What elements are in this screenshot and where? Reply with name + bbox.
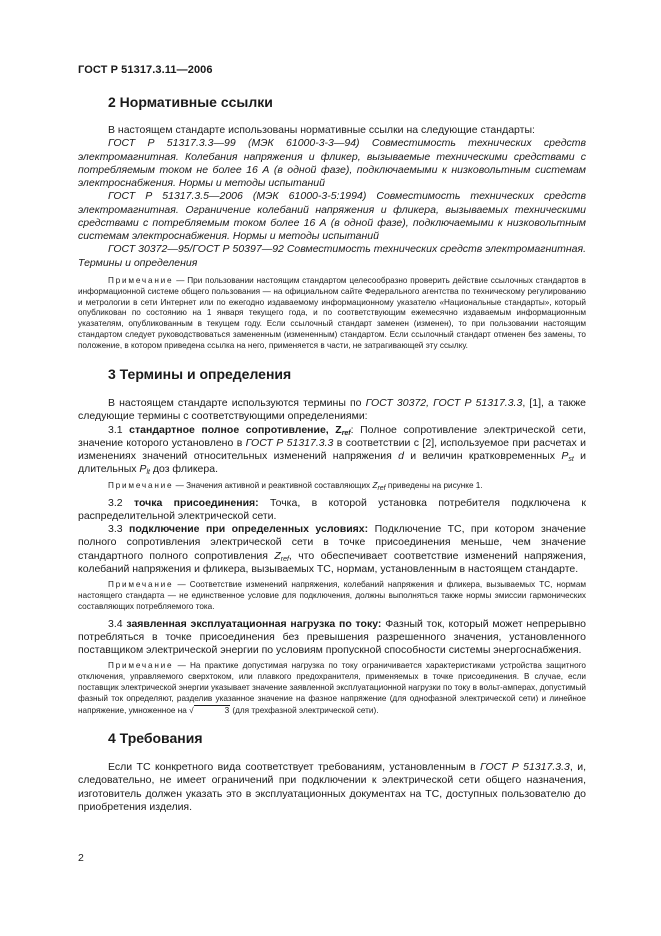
term-3-3	[78, 523, 586, 576]
reference-1	[78, 137, 586, 190]
intro-text: В настоящем стандарте используются термины по	[108, 397, 366, 410]
note-label: Примечание	[108, 480, 174, 490]
symbol-z: Z	[372, 480, 378, 490]
document-header: ГОСТ Р 51317.3.11—2006	[78, 64, 213, 76]
note-label: Примечание	[108, 661, 174, 671]
page-number: 2	[78, 852, 84, 864]
term-number: 3.4	[108, 617, 127, 630]
term-3-4	[78, 618, 586, 658]
intro-text-end: , [1], а также следующие термины с соответствующими определениями:	[78, 397, 587, 423]
term-title: заявленная эксплуатационная нагрузка по току:	[126, 617, 382, 630]
reference-3-text: ГОСТ 30372—95/ГОСТ Р 50397—92 Совместимость технических средств электромагнитная. Термины и определения	[78, 243, 586, 269]
term-text: : Полное сопротивление электрической сети, значение которого установлено в	[78, 423, 586, 449]
section-4-text	[78, 761, 586, 814]
term-title: стандартное полное сопротивление, Z	[129, 423, 342, 436]
term-3-2	[78, 497, 586, 524]
term-ref: ГОСТ Р 51317.3.3	[245, 436, 334, 449]
note-text: — На практике допустимая нагрузка по току ограничивается характеристиками устройства защитного отключения, управляемого сверхтоком, или плавкого предохранителя, применяемых в точке присоединения. В случае, если поставщик электрической энергии указывает значение заявленной эксплуатационной нагрузки по току в вольт-амперах, допустимый фазный ток определяют, разделив указанное значение на фазное напряжение (для однофазной электрической сети) и линейное напряжение, умноженное на	[78, 661, 586, 716]
symbol-plt-sub: lt	[146, 469, 150, 477]
section-2-intro: В настоящем стандарте использованы нормативные ссылки на следующие стандарты:	[108, 124, 535, 136]
reference-3	[78, 243, 586, 270]
symbol-z-sub: ref	[280, 555, 289, 563]
note-text: — Значения активной и реактивной составляющих	[173, 480, 373, 490]
term-text: Подключение ТС, при котором значение полного сопротивления электрической сети в точке присоединения меньше, чем значение стандартного полного сопротивления	[78, 523, 586, 562]
symbol-plt: P	[139, 463, 147, 476]
term-text: Точка, в которой установка потребителя подключена к распределительной электрической сети.	[78, 496, 586, 522]
term-text-2: в соответствии с [2], используемое при расчетах и изменениях значений относительных изменений напряжения	[78, 436, 586, 463]
term-3-3-note	[78, 580, 586, 613]
note-text-end: приведены на рисунке 1.	[385, 480, 483, 490]
symbol-pst: P	[561, 450, 569, 463]
symbol-z: Z	[274, 549, 281, 562]
reference-1-text: ГОСТ Р 51317.3.3—99 (МЭК 61000-3-3—94) Совместимость технических средств электромагнитная. Колебания напряжения и фликер, вызываемые техническими средствами с потребляемым током не более 16 А (в одной фазе), подключаемыми к низковольтным системам электроснабжения. Нормы и методы испытаний	[78, 137, 586, 189]
term-3-1-note	[78, 481, 586, 492]
section-4-heading: 4 Требования	[108, 730, 203, 746]
note-text-end: (для трехфазной электрической сети).	[230, 706, 379, 716]
sqrt-value: 3	[194, 705, 231, 715]
term-title: точка присоединения:	[133, 496, 259, 509]
term-number: 3.1	[108, 423, 130, 436]
term-number: 3.3	[108, 523, 130, 535]
note-text: — При пользовании настоящим стандартом целесообразно проверить действие ссылочных стандартов в информационной системе общего пользования — на официальном сайте Федерального агентства по техническому регулированию и метрологии в сети Интернет или по ежегодно издаваемому информационному указателю «Национальные стандарты», который опубликован по состоянию на 1 января текущего года, и по соответствующим ежемесячно издаваемым информационным указателям, опубликованным в текущем году. Если ссылочный стандарт заменен (изменен), то при пользовании настоящим стандартом следует руководствоваться замененным (измененным) стандартом. Если ссылочный стандарт отменен без замены, то положение, в котором приведена ссылка на него, применяется в части, не затрагивающей эту ссылку.	[78, 275, 586, 351]
page-content	[78, 93, 586, 814]
req-ref: ГОСТ Р 51317.3.3	[480, 761, 570, 773]
term-3-1	[78, 424, 586, 477]
term-subscript: ref	[341, 429, 351, 437]
reference-2	[78, 190, 586, 243]
section-3-heading: 3 Термины и определения	[108, 366, 292, 383]
symbol-pst-sub: st	[568, 456, 574, 464]
symbol-d: d	[398, 450, 404, 463]
term-text-4: и длительных	[78, 450, 586, 476]
note-label: Примечание	[108, 580, 174, 589]
req-text-end: , и, следовательно, не имеет ограничений при подключении к электрической сети общего назначения, изготовитель должен указать это в эксплуатационных документах на ТС, доступных пользователю до приобретения изделия.	[78, 761, 586, 813]
term-number: 3.2	[108, 496, 134, 509]
term-text-3: и величин кратковременных	[403, 450, 562, 463]
term-3-4-note: Примечание — На практике допустимая нагрузка по току ограничивается характеристиками устройства защитного отключения, управляемого сверхтоком, или плавкого предохранителя, применяемых в точке присоединения. В случае, если поставщик электрической энергии указывает значение заявленной эксплуатационной нагрузки по току в вольт-амперах, допустимый фазный ток определяют, разделив указанное значение на фазное напряжение (для однофазной электрической сети) и линейное напряжение, умноженное на √ 3 (для трехфазной электрической сети).	[78, 661, 586, 716]
intro-refs: ГОСТ 30372, ГОСТ Р 51317.3.3	[365, 397, 523, 410]
term-text-5: доз фликера.	[149, 463, 218, 476]
note-text: — Соответствие изменений напряжения, колебаний напряжения и фликера, вызываемых ТС, нормам настоящего стандарта — не единственное условие для подключения, должны выполняться также нормы эмиссии гармонических составляющих потребляемого тока.	[78, 580, 586, 611]
reference-2-text: ГОСТ Р 51317.3.5—2006 (МЭК 61000-3-5:1994) Совместимость технических средств электромагнитная. Ограничение колебаний напряжения и фликера, вызываемых техническими средствами с потребляемым током более 16 А (в одной фазе), подключаемыми к низковольтным системам электроснабжения. Нормы и методы испытаний	[78, 190, 586, 242]
symbol-z-sub: ref	[377, 484, 386, 492]
section-3-intro	[78, 397, 586, 424]
term-text-end: , что обеспечивает соответствие изменений напряжения, колебаний напряжения и фликера, вызываемых ТС, нормам, установленным в настоящем стандарте.	[78, 549, 586, 575]
term-text: Фазный ток, который может непрерывно потребляться в точке присоединения без превышения разрешенного значения, установленного поставщиком электрической энергии по условиям пропускной способности системы энергоснабжения.	[78, 617, 586, 657]
section-2-note	[78, 276, 586, 352]
req-text: Если ТС конкретного вида соответствует требованиям, установленным в	[108, 761, 481, 773]
section-2-heading: 2 Нормативные ссылки	[108, 94, 273, 110]
note-label: Примечание	[108, 275, 174, 285]
term-title: подключение при определенных условиях:	[129, 523, 369, 535]
